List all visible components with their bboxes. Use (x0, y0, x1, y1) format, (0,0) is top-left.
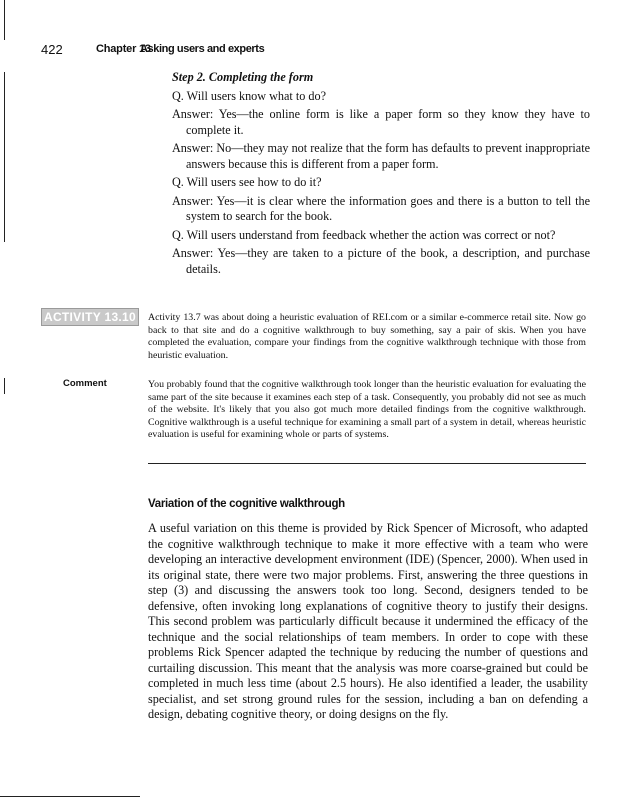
chapter-title: Asking users and experts (140, 43, 265, 55)
step2-heading: Step 2. Completing the form (172, 70, 314, 84)
answer-1: Answer: Yes—the online form is like a paper form so they know they have to complete it. (172, 107, 590, 137)
comment-text: You probably found that the cognitive walkthrough took longer than the heuristic evaluation for evaluating the same part of the site because it examines each step of a task. Consequently, you probably did not see as much of the website. It's likely that you also got much more detailed findings from the cognitive walkthrough. Cognitive walkthrough is a useful technique for examining a small part of a system in detail, whereas heuristic evaluation is useful for examining whole or parts of systems. (148, 379, 586, 441)
question-2: Q. Will users see how to do it? (172, 175, 322, 189)
margin-rule-lower (4, 378, 5, 394)
step2-block (172, 70, 590, 280)
chapter-label: Chapter 13 (96, 43, 151, 55)
activity-end-rule (148, 463, 586, 464)
question-3: Q. Will users understand from feedback whether the action was correct or not? (172, 227, 556, 242)
answer-3: Answer: Yes—it is clear where the information goes and there is a button to tell the system to search for the book. (172, 193, 590, 223)
answer-2: Answer: No—they may not realize that the form has defaults to prevent inappropriate answers because this is different from a paper form. (172, 141, 590, 171)
margin-rule-middle (4, 72, 5, 242)
answer-4: Answer: Yes—they are taken to a picture of the book, a description, and purchase details. (172, 246, 590, 276)
section-body: A useful variation on this theme is provided by Rick Spencer of Microsoft, who adapted the cognitive walkthrough technique to make it more effective with a team who were developing an interactive development environment (IDE) (Spencer, 2000). When used in its original state, there were two major problems. First, answering the three questions in step (3) and discussing the answers took too long. Second, designers tended to be defensive, often invoking long explanations of cognitive theory to justify their designs. This second problem was particularly difficult because it undermined the efficacy of the technique and the social relationships of team members. In order to cope with these problems Rick Spencer adapted the technique by reducing the number of questions and curtailing discussion. This meant that the analysis was more coarse-grained but could be completed in much less time (about 2.5 hours). He also identified a leader, the usability specialist, and set strong ground rules for the session, including a ban on defending a design, debating cognitive theory, or doing designs on the fly. (148, 521, 588, 721)
activity-text: Activity 13.7 was about doing a heuristic evaluation of REI.com or a similar e-commerce retail site. Now go back to that site and do a cognitive walkthrough to buy something, say a pair of skis. When you have completed the evaluation, compare your findings from the cognitive walkthrough technique with those from heuristic evaluation. (148, 312, 586, 361)
question-1: Q. Will users know what to do? (172, 88, 326, 103)
margin-rule-top (4, 0, 5, 40)
footer-rule (0, 796, 140, 797)
section-heading: Variation of the cognitive walkthrough (148, 498, 345, 510)
page-number: 422 (41, 42, 63, 57)
activity-badge: ACTIVITY 13.10 (41, 308, 139, 326)
comment-label: Comment (63, 378, 107, 389)
